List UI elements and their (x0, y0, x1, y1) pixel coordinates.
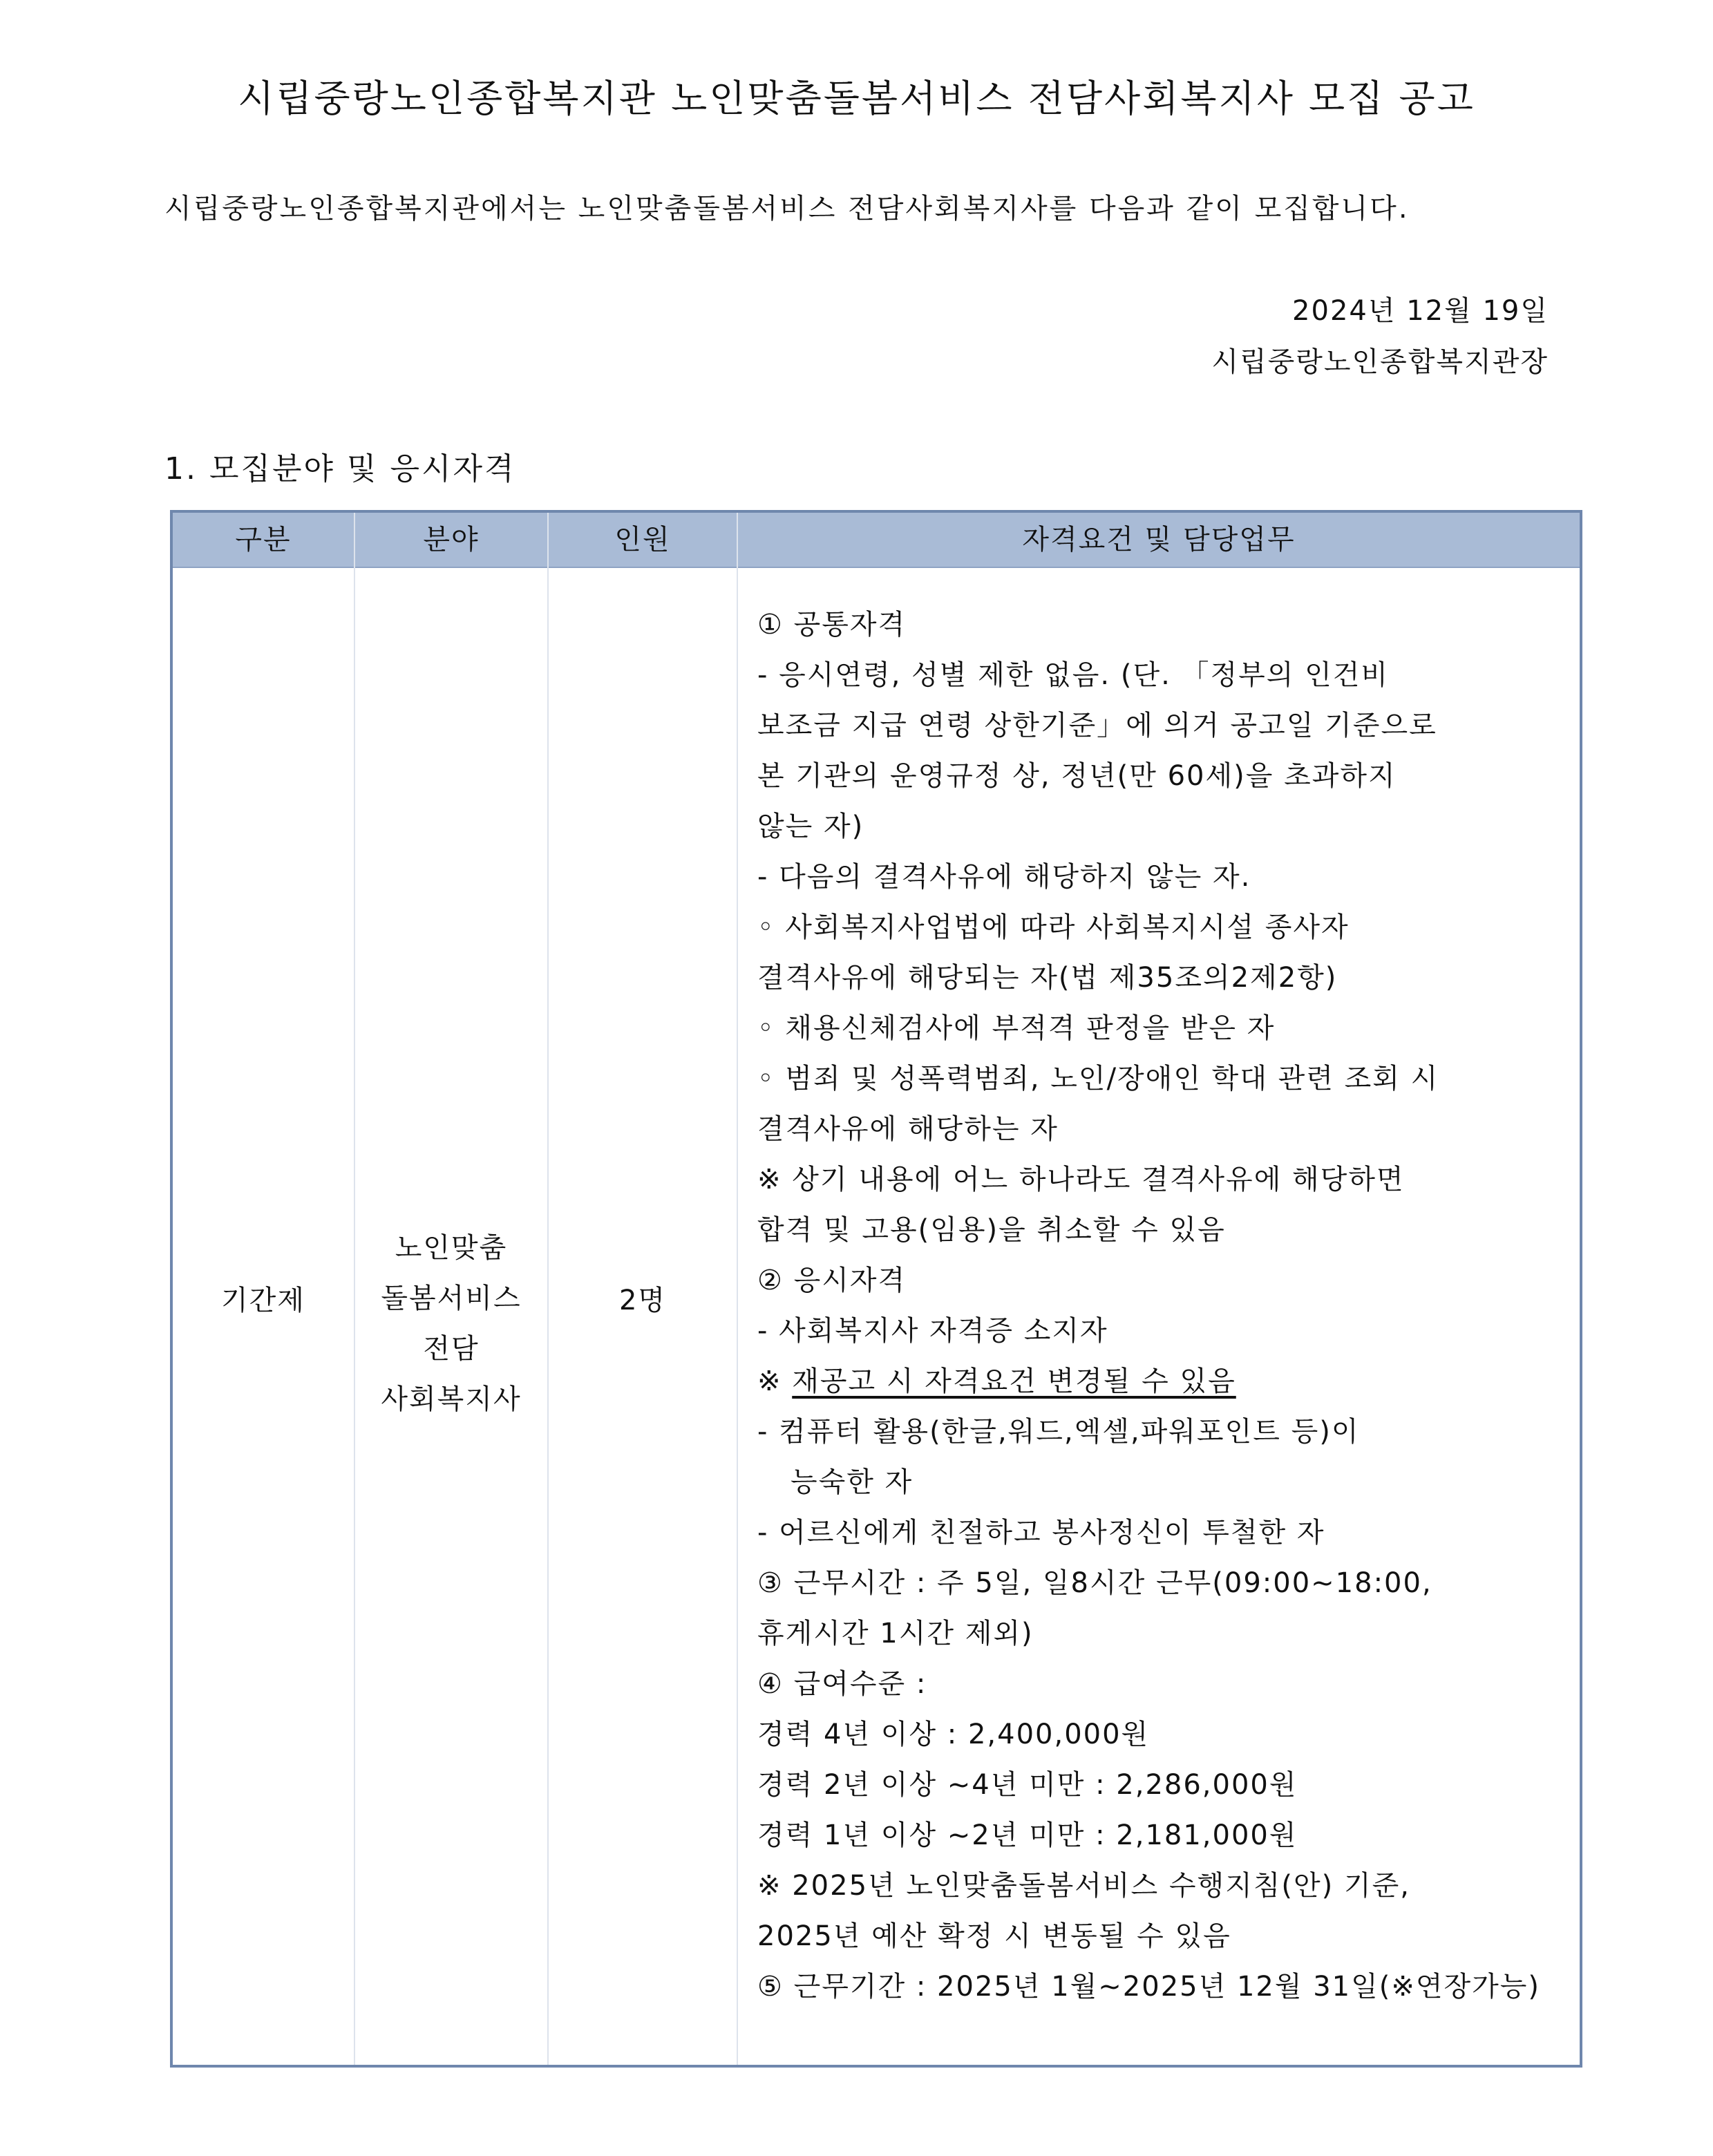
cell-requirements (757, 600, 1573, 2012)
requirement-line: - 응시연령, 성별 제한 없음. (단. 「정부의 인건비 (757, 659, 1390, 691)
requirement-line: 경력 2년 이상 ~4년 미만 : 2,286,000원 (757, 1769, 1298, 1801)
requirement-line: 합격 및 고용(임용)을 취소할 수 있음 (757, 1214, 1226, 1246)
issuer-signature: 시립중랑노인종합복지관장 (1211, 346, 1549, 378)
requirement-line: 휴게시간 1시간 제외) (757, 1618, 1034, 1649)
field-line: 전담 (423, 1333, 480, 1365)
field-line: 사회복지사 (381, 1383, 522, 1415)
requirement-line: - 사회복지사 자격증 소지자 (757, 1315, 1108, 1347)
column-divider (737, 513, 738, 2065)
requirement-line: 본 기관의 운영규정 상, 정년(만 60세)을 초과하지 (757, 760, 1397, 792)
note-mark: ※ (757, 1365, 793, 1397)
requirement-line: 능숙한 자 (791, 1466, 914, 1498)
requirement-line: 않는 자) (757, 811, 864, 842)
table-header-row (173, 513, 1580, 568)
cell-category: 기간제 (221, 1285, 305, 1316)
requirement-line: ◦ 사회복지사업법에 따라 사회복지시설 종사자 (757, 911, 1350, 943)
page-title: 시립중랑노인종합복지관 노인맞춤돌봄서비스 전담사회복지사 모집 공고 (238, 77, 1475, 120)
requirement-line: 경력 1년 이상 ~2년 미만 : 2,181,000원 (757, 1819, 1298, 1851)
header-requirements: 자격요건 및 담당업무 (1022, 524, 1296, 556)
requirement-line: 결격사유에 해당되는 자(법 제35조의2제2항) (757, 962, 1338, 994)
requirement-line: ※ 2025년 노인맞춤돌봄서비스 수행지침(안) 기준, (757, 1870, 1410, 1902)
header-count: 인원 (614, 524, 671, 556)
requirement-line: ① 공통자격 (757, 609, 907, 641)
requirement-line-note (757, 1356, 1573, 1407)
requirement-line: ◦ 채용신체검사에 부적격 판정을 받은 자 (757, 1012, 1276, 1044)
recruitment-table (170, 510, 1582, 2068)
requirement-line: ③ 근무시간 : 주 5일, 일8시간 근무(09:00~18:00, (757, 1567, 1432, 1599)
requirement-line: 2025년 예산 확정 시 변동될 수 있음 (757, 1920, 1231, 1952)
cell-count: 2명 (618, 1285, 667, 1316)
requirement-line: 경력 4년 이상 : 2,400,000원 (757, 1719, 1150, 1750)
requirement-line: - 어르신에게 친절하고 봉사정신이 투철한 자 (757, 1517, 1325, 1549)
section-heading: 1. 모집분야 및 응시자격 (164, 451, 516, 486)
requirement-line: ※ 상기 내용에 어느 하나라도 결격사유에 해당하면 (757, 1164, 1405, 1195)
header-category: 구분 (235, 524, 292, 556)
announcement-date: 2024년 12월 19일 (1292, 295, 1549, 327)
header-field: 분야 (423, 524, 480, 556)
intro-text: 시립중랑노인종합복지관에서는 노인맞춤돌봄서비스 전담사회복지사를 다음과 같이 모집합니다. (164, 193, 1410, 225)
requirement-line: - 컴퓨터 활용(한글,워드,엑셀,파워포인트 등)이 (757, 1416, 1360, 1448)
requirement-line: ⑤ 근무기간 : 2025년 1월~2025년 12월 31일(※연장가능) (757, 1971, 1541, 2003)
requirement-line: ◦ 범죄 및 성폭력범죄, 노인/장애인 학대 관련 조회 시 (757, 1063, 1439, 1095)
requirement-line: 보조금 지급 연령 상한기준」에 의거 공고일 기준으로 (757, 710, 1437, 741)
requirement-line: 결격사유에 해당하는 자 (757, 1113, 1059, 1145)
field-line: 돌봄서비스 (381, 1283, 522, 1314)
requirement-line: - 다음의 결격사유에 해당하지 않는 자. (757, 861, 1251, 893)
field-line: 노인맞춤 (395, 1232, 508, 1264)
underlined-note: 재공고 시 자격요건 변경될 수 있음 (792, 1365, 1236, 1397)
requirement-line: ② 응시자격 (757, 1265, 907, 1296)
requirement-line: ④ 급여수준 : (757, 1668, 927, 1700)
cell-field (355, 1223, 547, 1425)
